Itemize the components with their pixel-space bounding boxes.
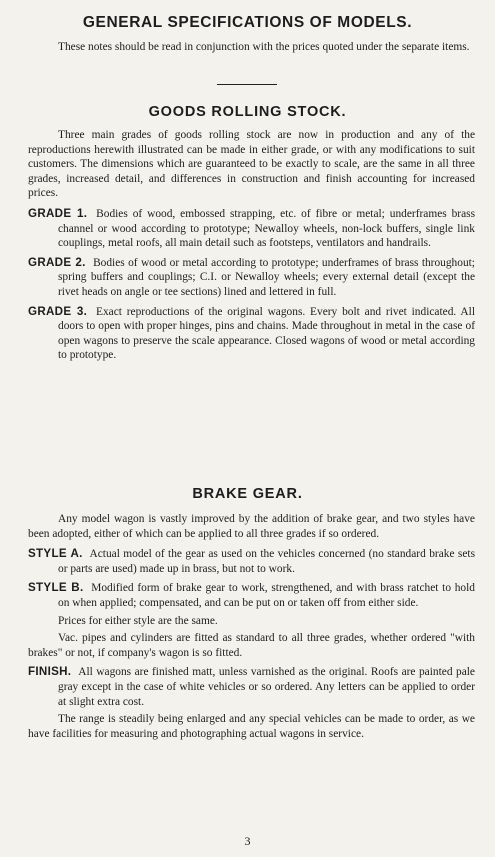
style-a-label: STYLE A. <box>28 547 83 561</box>
grade-3-text: Exact reproductions of the original wagons. Every bolt and rivet indicated. All doors to open with proper hinges, pins and chains. Made throughout in metal in the case of open wagons to preserve the scale appearance. Closed wagons of wood or metal according to prototype. <box>58 305 475 362</box>
brake-section <box>28 512 475 741</box>
grade-1-label: GRADE 1. <box>28 206 88 220</box>
goods-heading: GOODS ROLLING STOCK. <box>148 104 347 120</box>
style-b-text: Modified form of brake gear to work, strengthened, and with brass ratchet to hold on when applied; compensated, and can be put on or taken off from either side. <box>58 582 475 609</box>
vac-note: Vac. pipes and cylinders are fitted as standard to all three grades, whether ordered "with brakes" or not, if company's wagon is so fitted. <box>28 632 475 659</box>
range-note: The range is steadily being enlarged and any special vehicles can be made to order, as we have facilities for measuring and photographing actual wagons in service. <box>28 713 475 740</box>
finish <box>28 665 475 709</box>
grade-1 <box>28 207 475 251</box>
grade-2-text: Bodies of wood or metal according to prototype; underframes of brass throughout; spring buffers and couplings; C.I. or Newalloy wheels; every external detail (except the rivet heads on angle or tee sections) lined and lettered in full. <box>58 256 475 298</box>
style-a-text: Actual model of the gear as used on the vehicles concerned (no standard brake sets or parts are used) made up in brass, but not to work. <box>58 548 475 575</box>
style-b <box>28 581 475 610</box>
page-number: 3 <box>244 834 251 848</box>
grade-1-text: Bodies of wood, embossed strapping, etc. of fibre or metal; underframes brass channel or wood according to prototype; Newalloy wheels, non-lock buffers, single link couplings, metal roofs, all main detail such as footsteps, ventilators and handrails. <box>58 207 475 250</box>
brake-heading: BRAKE GEAR. <box>192 486 303 502</box>
grade-2-label: GRADE 2. <box>28 255 86 269</box>
grade-2 <box>28 256 475 300</box>
finish-label: FINISH. <box>28 665 72 679</box>
intro-note: These notes should be read in conjunction with the prices quoted under the separate items. <box>58 41 470 53</box>
page-title: GENERAL SPECIFICATIONS OF MODELS. <box>82 14 413 31</box>
grade-3-label: GRADE 3. <box>28 304 88 318</box>
style-a <box>28 547 475 576</box>
prices-note: Prices for either style are the same. <box>58 614 218 627</box>
goods-intro: Three main grades of goods rolling stock are now in production and any of the reproductions herewith illustrated can be made in either grade, or with any modifications to suit customers. The dimensions which are guaranteed to be exactly to scale, are the same in all three grades, increased detail, and differences in construction and finish accounting for increased prices. <box>28 129 475 200</box>
intro-note-block <box>28 40 473 55</box>
grade-3 <box>28 305 475 363</box>
goods-section <box>28 128 475 368</box>
divider-rule <box>217 84 277 85</box>
finish-text: All wagons are finished matt, unless varnished as the original. Roofs are painted pale gray except in the case of white vehicles or so ordered. Any letters can be applied to order at slight extra cost. <box>58 666 475 708</box>
brake-intro: Any model wagon is vastly improved by the addition of brake gear, and two styles have been adopted, either of which can be applied to all three grades if so ordered. <box>28 513 475 540</box>
style-b-label: STYLE B. <box>28 581 84 595</box>
